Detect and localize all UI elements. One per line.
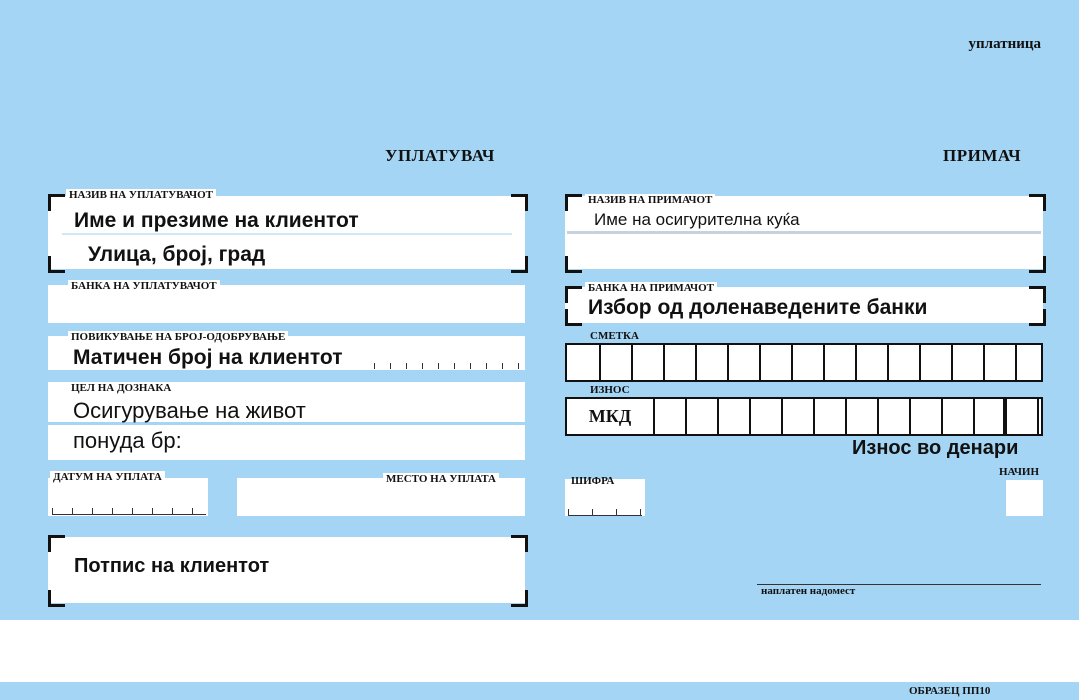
amount-cell[interactable] xyxy=(1037,399,1071,434)
account-cell[interactable] xyxy=(759,345,791,380)
account-label: СМЕТКА xyxy=(590,330,639,342)
payer-heading: УПЛАТУВАЧ xyxy=(385,146,495,165)
amount-cell[interactable] xyxy=(1005,399,1037,434)
payer-place-label: МЕСТО НА УПЛАТА xyxy=(383,473,499,486)
code-label: ШИФРА xyxy=(571,475,615,487)
account-cell[interactable] xyxy=(823,345,855,380)
fee-label: наплатен надомест xyxy=(761,585,856,597)
account-cell[interactable] xyxy=(1015,345,1041,380)
amount-cell[interactable] xyxy=(781,399,813,434)
recipient-name-divider xyxy=(567,231,1041,234)
account-cell[interactable] xyxy=(663,345,695,380)
form-code: ОБРАЗЕЦ ПП10 xyxy=(909,685,991,697)
payer-reference-value: Матичен број на клиентот xyxy=(73,346,343,369)
signature-corner-tr xyxy=(511,535,528,552)
payer-bank-label: БАНКА НА УПЛАТУВАЧОТ xyxy=(68,280,220,293)
account-cell[interactable] xyxy=(951,345,983,380)
method-field[interactable] xyxy=(1006,480,1043,516)
method-label: НАЧИН xyxy=(999,466,1040,478)
payer-name-line2: Улица, број, град xyxy=(88,243,266,266)
amount-cell[interactable] xyxy=(877,399,909,434)
account-number-field[interactable] xyxy=(565,343,1043,382)
recipient-bank-value: Избор од доленаведените банки xyxy=(588,296,928,319)
signature-corner-tl xyxy=(48,535,65,552)
signature-corner-bl xyxy=(48,590,65,607)
amount-cell[interactable] xyxy=(653,399,685,434)
amount-label: ИЗНОС xyxy=(590,384,630,396)
account-cell[interactable] xyxy=(983,345,1015,380)
account-cell[interactable] xyxy=(599,345,631,380)
payer-signature-value: Потпис на клиентот xyxy=(74,555,270,577)
recipient-bank-corner-tl xyxy=(565,286,582,303)
currency-cell xyxy=(567,399,653,434)
amount-cell[interactable] xyxy=(909,399,941,434)
account-cell[interactable] xyxy=(855,345,887,380)
payer-purpose-line2: понуда бр: xyxy=(73,428,182,453)
recipient-bank-corner-br xyxy=(1029,309,1046,326)
recipient-name-corner-tl xyxy=(565,194,582,211)
amount-cell[interactable] xyxy=(685,399,717,434)
amount-cell[interactable] xyxy=(813,399,845,434)
account-cell[interactable] xyxy=(695,345,727,380)
account-cell[interactable] xyxy=(919,345,951,380)
payer-name-corner-tl xyxy=(48,194,65,211)
account-cell[interactable] xyxy=(887,345,919,380)
recipient-name-corner-tr xyxy=(1029,194,1046,211)
form-type-label: уплатница xyxy=(968,36,1041,52)
payer-name-corner-br xyxy=(511,256,528,273)
amount-cell[interactable] xyxy=(941,399,973,434)
account-cell[interactable] xyxy=(567,345,599,380)
recipient-bank-label: БАНКА НА ПРИМАЧОТ xyxy=(585,282,717,295)
amount-cell[interactable] xyxy=(845,399,877,434)
recipient-bank-corner-bl xyxy=(565,309,582,326)
account-cell[interactable] xyxy=(791,345,823,380)
recipient-name-value: Име на осигурителна куќа xyxy=(594,210,800,229)
payer-name-corner-tr xyxy=(511,194,528,211)
amount-field[interactable] xyxy=(565,397,1043,436)
currency-code: МКД xyxy=(588,406,632,426)
recipient-name-label: НАЗИВ НА ПРИМАЧОТ xyxy=(585,194,715,207)
account-cell[interactable] xyxy=(631,345,663,380)
signature-corner-br xyxy=(511,590,528,607)
bottom-white-strip xyxy=(0,620,1079,682)
payer-name-label: НАЗИВ НА УПЛАТУВАЧОТ xyxy=(66,189,216,202)
payer-reference-label: ПОВИКУВАЊЕ НА БРОЈ-ОДОБРУВАЊЕ xyxy=(68,331,288,344)
amount-cell[interactable] xyxy=(973,399,1005,434)
account-cell[interactable] xyxy=(727,345,759,380)
amount-cell[interactable] xyxy=(749,399,781,434)
recipient-bank-corner-tr xyxy=(1029,286,1046,303)
payer-date-label: ДАТУМ НА УПЛАТА xyxy=(50,471,165,484)
payer-name-divider xyxy=(62,233,512,235)
code-ticks xyxy=(568,509,642,516)
payer-purpose-line1: Осигурување на живот xyxy=(73,398,306,423)
payer-purpose-label: ЦЕЛ НА ДОЗНАКА xyxy=(68,382,174,395)
amount-hint: Износ во денари xyxy=(852,437,1019,459)
recipient-heading: ПРИМАЧ xyxy=(943,146,1022,165)
recipient-name-corner-br xyxy=(1029,256,1046,273)
payer-name-line1: Име и презиме на клиентот xyxy=(74,209,359,232)
payer-reference-ticks xyxy=(374,363,522,369)
amount-cell[interactable] xyxy=(717,399,749,434)
payer-date-ticks xyxy=(52,508,206,515)
payer-name-corner-bl xyxy=(48,256,65,273)
recipient-name-corner-bl xyxy=(565,256,582,273)
